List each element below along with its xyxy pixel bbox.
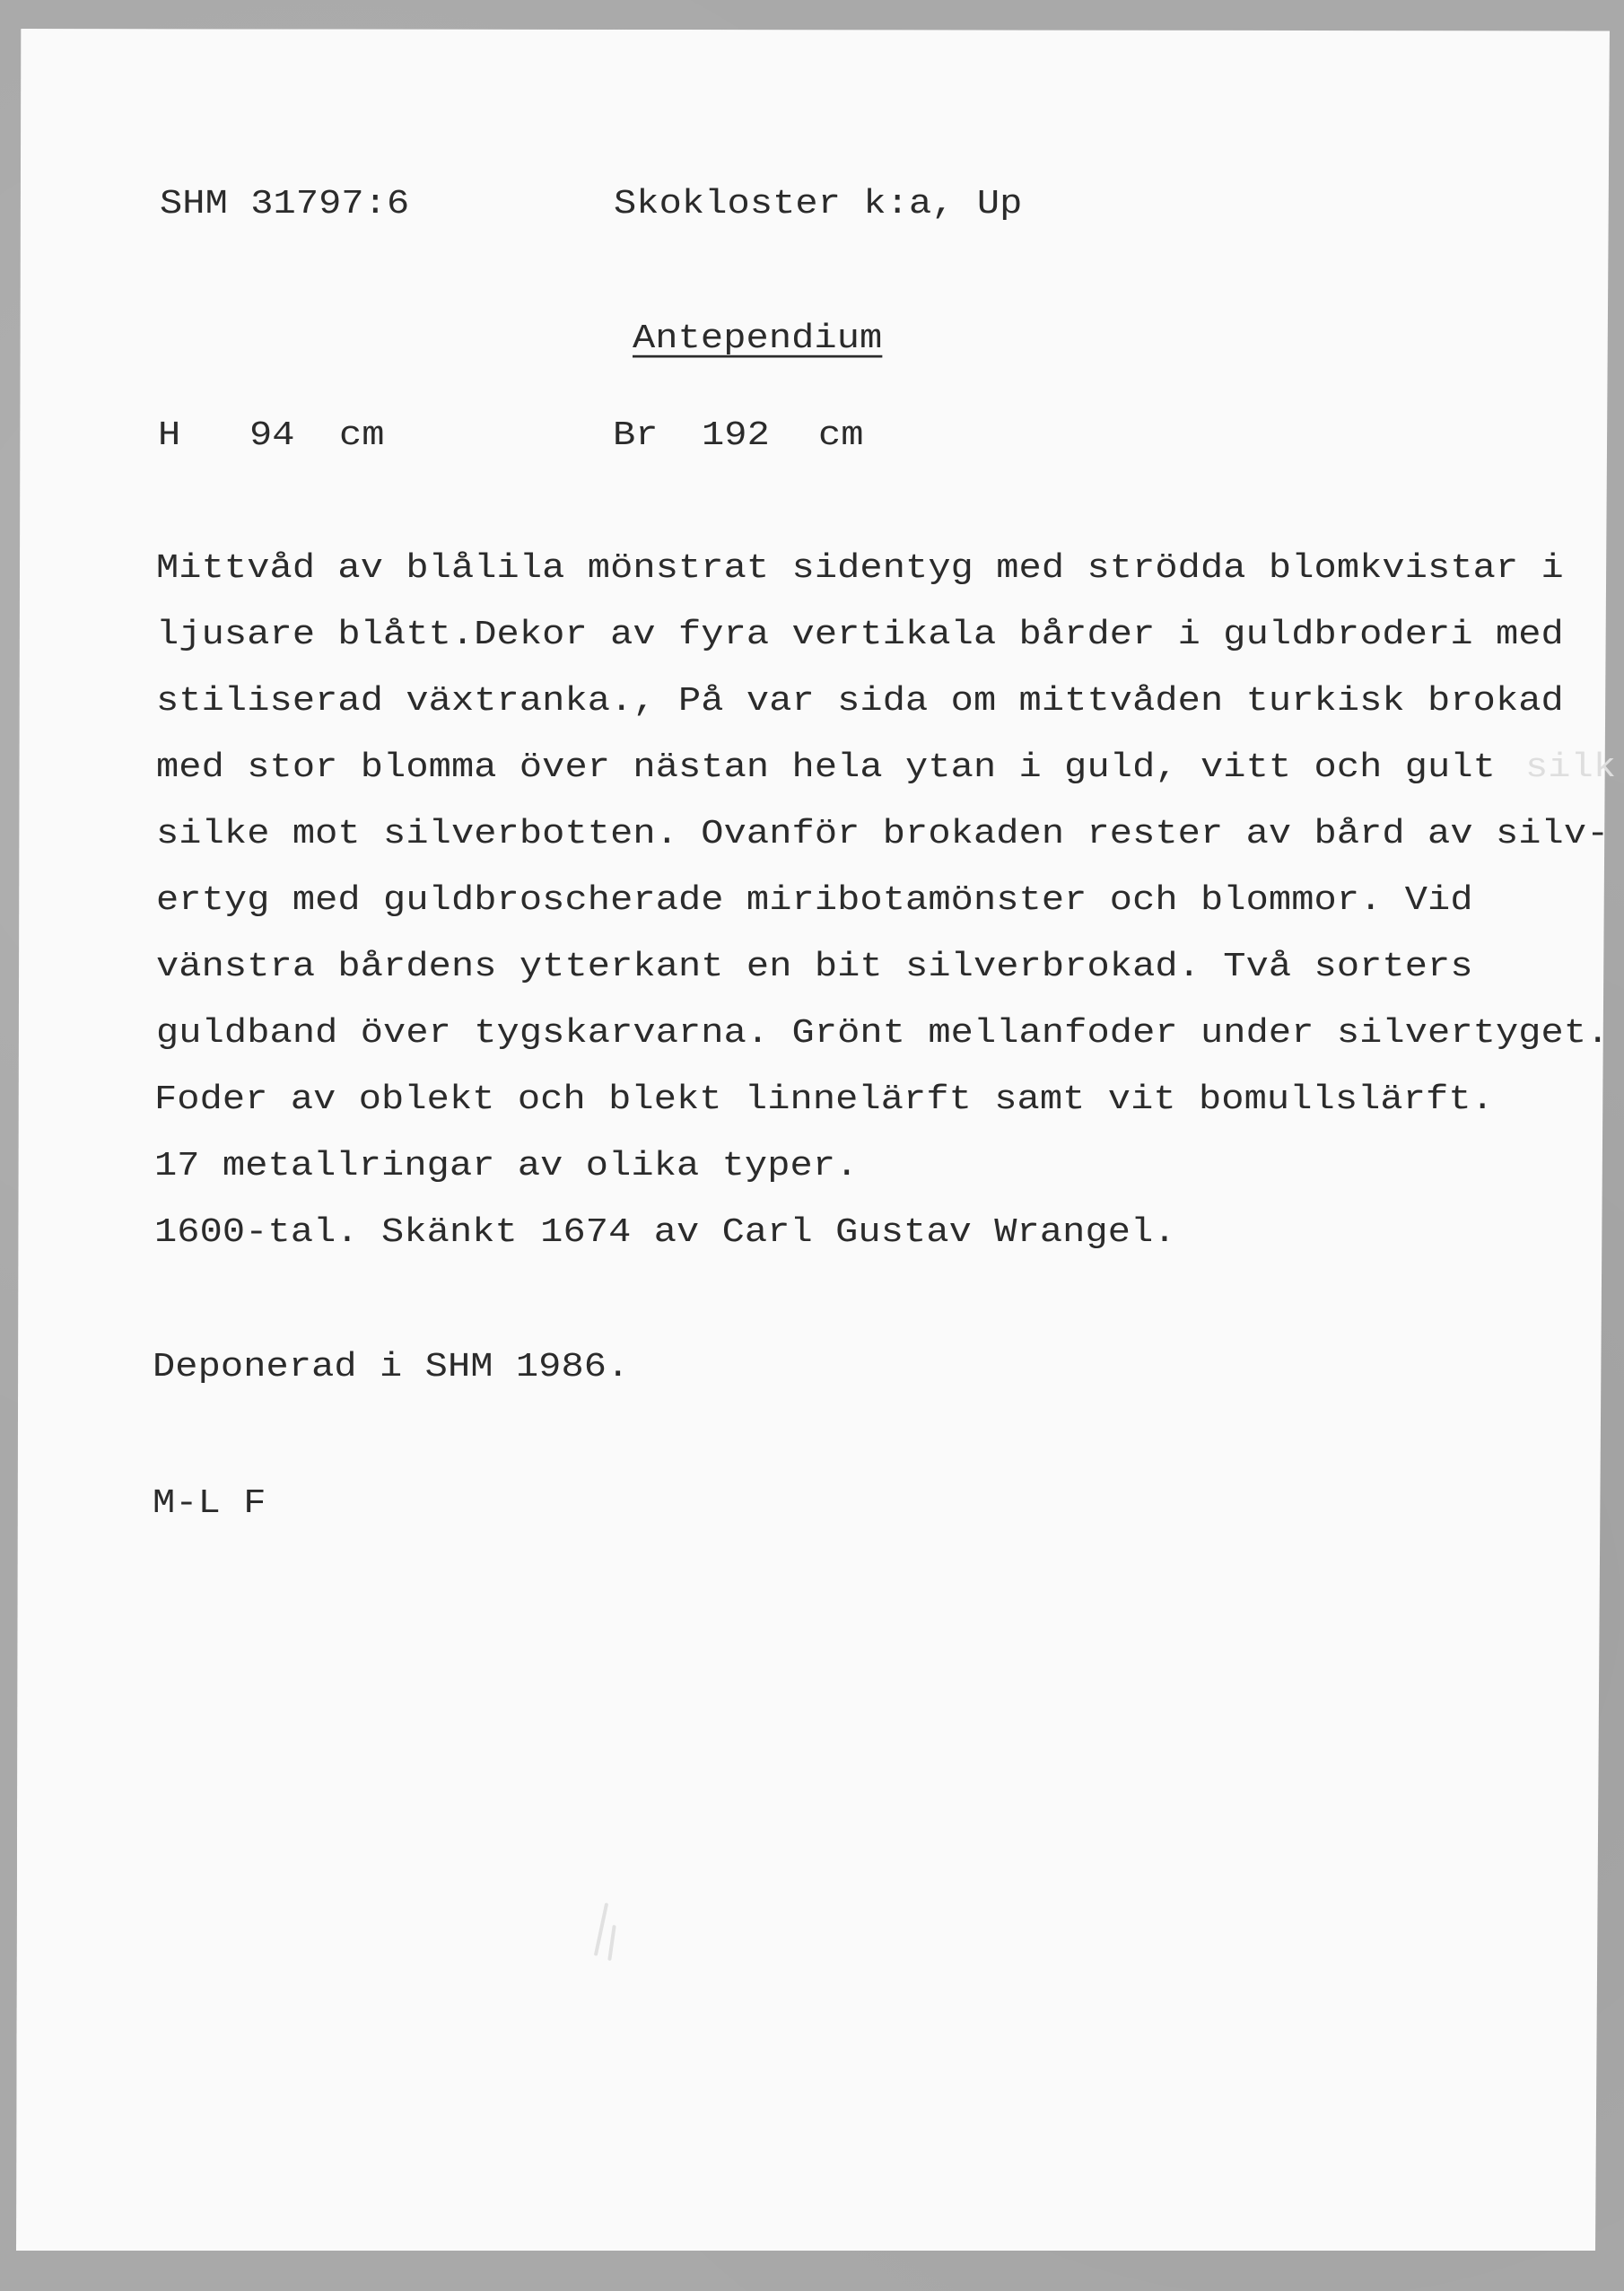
description-line: ljusare blått.Dekor av fyra vertikala bårder i guldbroderi med [156, 615, 1564, 654]
width-value: 192 [702, 415, 770, 455]
description-line: Foder av oblekt och blekt linnelärft samt vit bomullslärft. [154, 1080, 1494, 1119]
deposit-note: Deponerad i SHM 1986. [153, 1347, 630, 1386]
description-line: stiliserad växtranka., På var sida om mittvåden turkisk brokad [156, 681, 1564, 721]
height-label: H [158, 415, 181, 455]
description-line: vänstra bårdens ytterkant en bit silverbrokad. Två sorters [156, 947, 1473, 986]
description-line: Mittvåd av blålila mönstrat sidentyg med strödda blomkvistar i [156, 548, 1564, 588]
erased-text: silk [1525, 748, 1617, 787]
description-line: silke mot silverbotten. Ovanför brokaden rester av bård av silv- [156, 814, 1610, 853]
height-value: 94 [249, 415, 295, 455]
signature: M-L F [153, 1483, 266, 1523]
location: Skokloster k:a, Up [614, 184, 1023, 223]
description-line: ertyg med guldbroscherade miribotamönster och blommor. Vid [156, 880, 1473, 920]
width-label: Br [613, 415, 659, 455]
description-line: guldband över tygskarvarna. Grönt mellanfoder under silvertyget. [156, 1013, 1610, 1053]
description-line: 17 metallringar av olika typer. [154, 1146, 859, 1185]
height-unit: cm [339, 415, 385, 455]
description-line: 1600-tal. Skänkt 1674 av Carl Gustav Wrangel. [154, 1212, 1176, 1252]
description-line: med stor blomma över nästan hela ytan i guld, vitt och gult [156, 748, 1496, 787]
width-unit: cm [818, 415, 864, 455]
document-title: Antependium [633, 319, 883, 358]
inventory-number: SHM 31797:6 [160, 184, 410, 223]
document-paper [16, 29, 1610, 2251]
